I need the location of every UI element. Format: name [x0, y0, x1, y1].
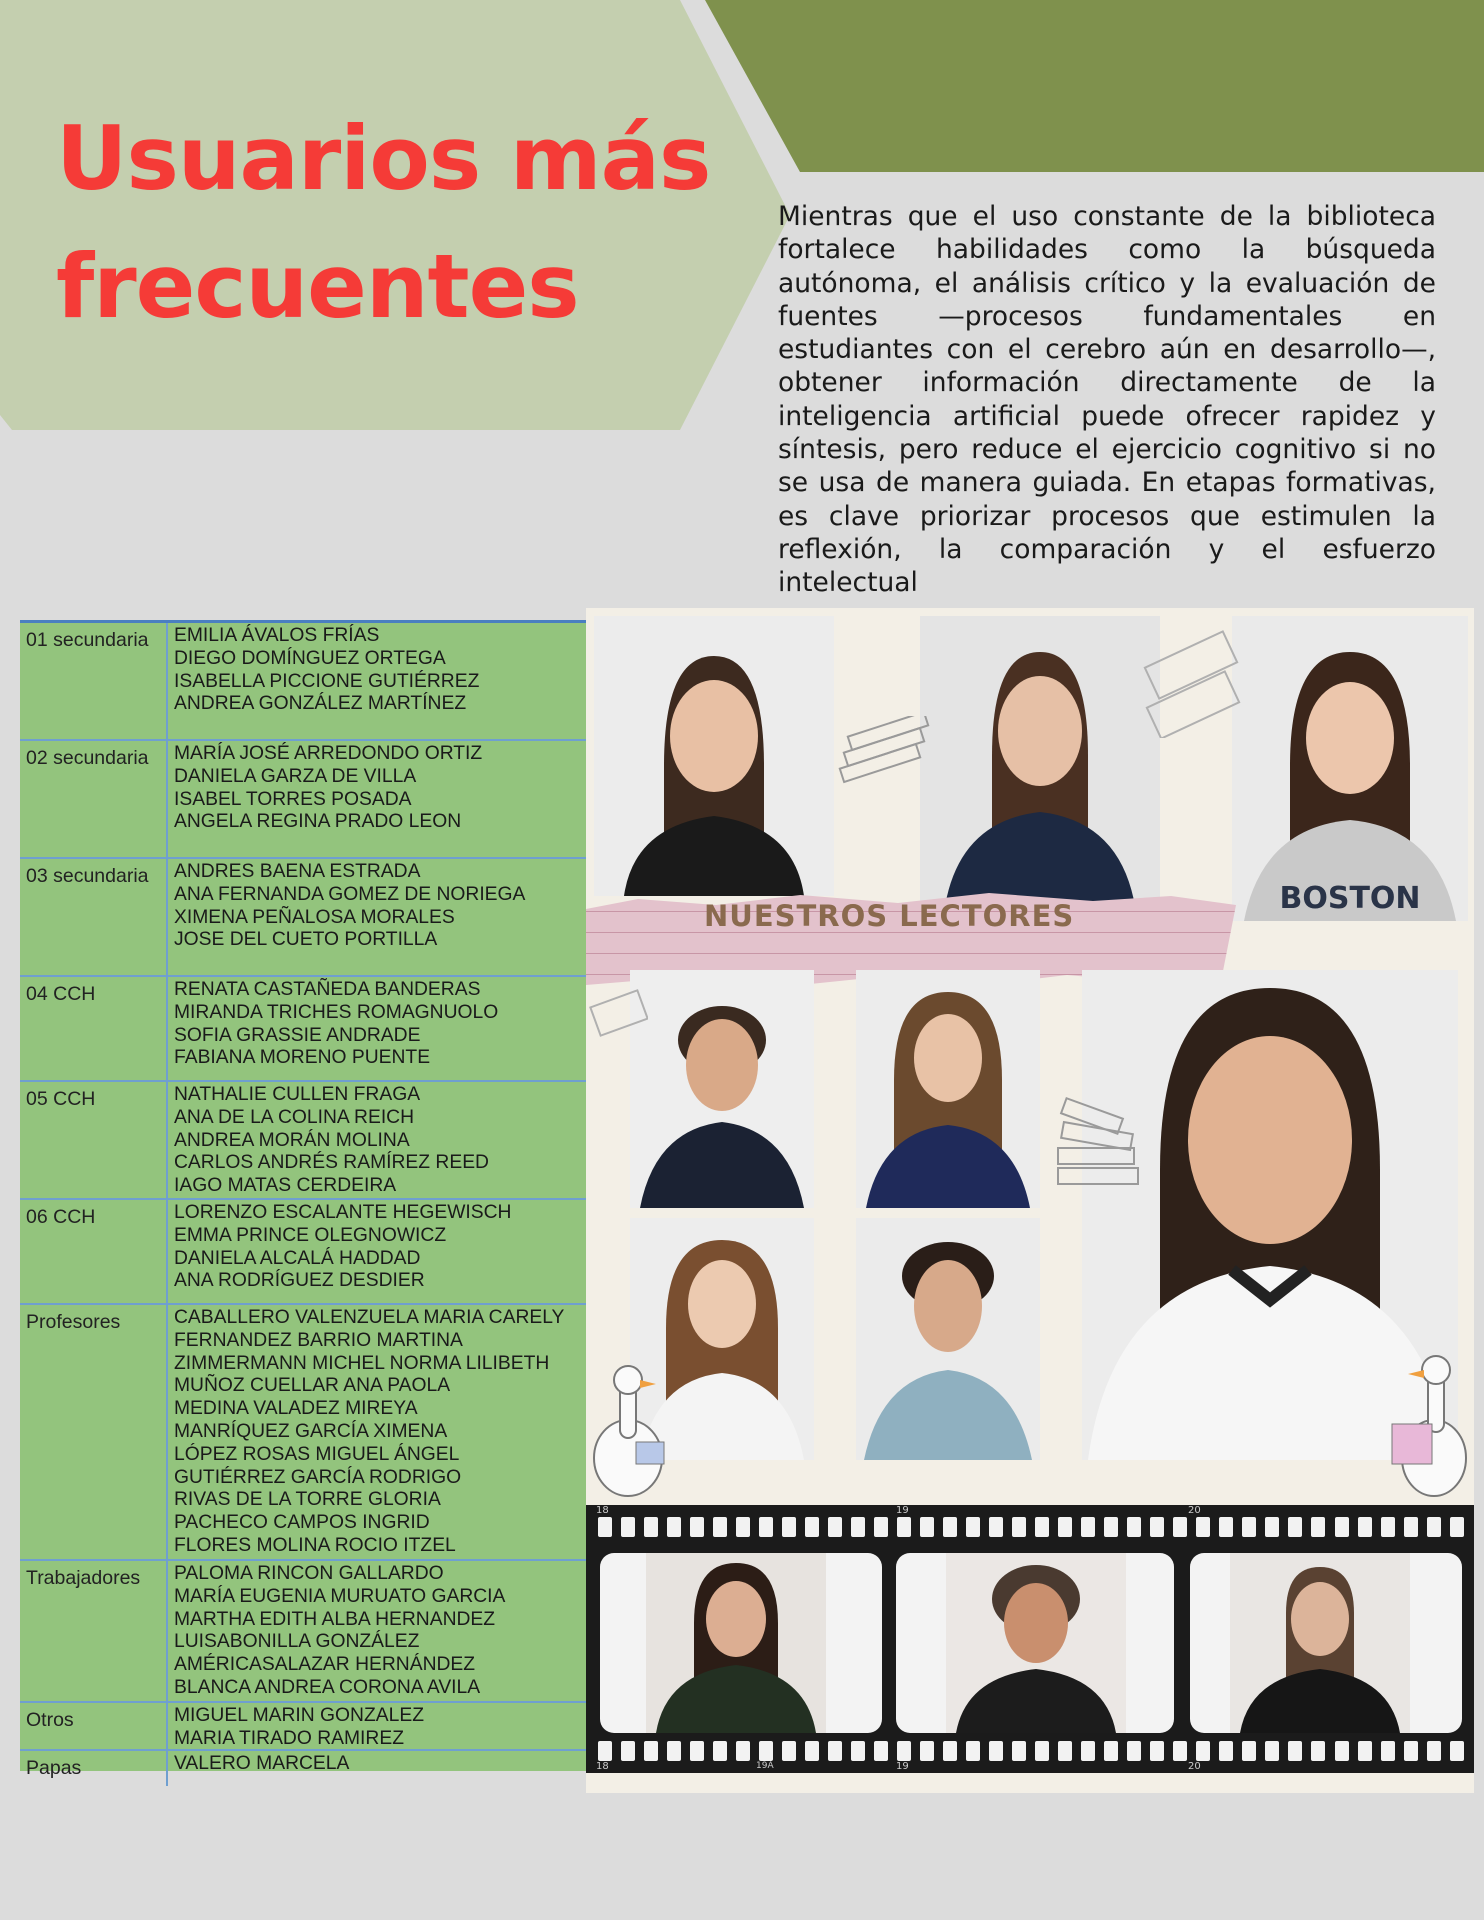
table-category: Otros [26, 1709, 74, 1731]
table-category: 02 secundaria [26, 747, 149, 769]
column-divider [166, 1082, 168, 1198]
member-name: AMÉRICASALAZAR HERNÁNDEZ [174, 1654, 476, 1676]
goose-icon [1382, 1348, 1472, 1508]
intro-paragraph: Mientras que el uso constante de la biblioteca fortalece habilidades como la búsqueda autónoma, el análisis crítico y la evaluación de fuentes —procesos fundamentales en estudiantes con el cerebro aún en desarrollo—, obtener información directamente de la inteligencia artificial puede ofrecer rapidez y síntesis, pero reduce el ejercicio cognitivo si no se usa de manera guiada. En etapas formativas, es clave priorizar procesos que estimulen la reflexión, la comparación y el esfuerzo intelectual [778, 201, 1436, 599]
member-name: MEDINA VALADEZ MIREYA [174, 1398, 418, 1420]
table-category: 03 secundaria [26, 865, 149, 887]
film-perforations [598, 1741, 1464, 1761]
member-name: MIGUEL MARIN GONZALEZ [174, 1705, 424, 1726]
member-name: ANA RODRÍGUEZ DESDIER [174, 1270, 425, 1292]
table-category: 04 CCH [26, 983, 96, 1005]
film-doodle-icon [1136, 628, 1246, 738]
books-doodle-icon [1042, 1088, 1162, 1208]
table-names [174, 1307, 564, 1558]
table-category: 06 CCH [26, 1206, 96, 1228]
member-name: MARÍA EUGENIA MURUATO GARCIA [174, 1585, 506, 1607]
portrait-icon [646, 1553, 826, 1733]
title-line-2: frecuentes [56, 235, 579, 338]
member-name: ANDRES BAENA ESTRADA [174, 861, 421, 882]
readers-collage [586, 608, 1474, 1793]
film-frame [896, 1553, 1174, 1733]
member-name: PACHECO CAMPOS INGRID [174, 1512, 430, 1534]
portrait-icon [1232, 616, 1468, 921]
member-name: RENATA CASTAÑEDA BANDERAS [174, 979, 481, 1000]
member-name: MANRÍQUEZ GARCÍA XIMENA [174, 1420, 448, 1442]
portrait-icon [856, 1218, 1040, 1460]
column-divider [166, 1751, 168, 1786]
column-divider [166, 859, 168, 975]
table-names [174, 743, 482, 834]
member-name: MARIA TIRADO RAMIREZ [174, 1727, 404, 1749]
column-divider [166, 741, 168, 857]
table-row [20, 741, 586, 859]
table-row [20, 623, 586, 741]
column-divider [166, 1561, 168, 1701]
member-name: LÓPEZ ROSAS MIGUEL ÁNGEL [174, 1443, 460, 1465]
table-names [174, 1705, 424, 1751]
column-divider [166, 623, 168, 739]
table-row [20, 1200, 586, 1305]
student-photo [856, 1218, 1040, 1460]
table-row [20, 1305, 586, 1561]
portrait-icon [594, 616, 834, 896]
table-names [174, 625, 479, 716]
table-names [174, 1202, 511, 1293]
film-strip [586, 1505, 1474, 1773]
member-name: MUÑOZ CUELLAR ANA PAOLA [174, 1375, 451, 1397]
member-name: FERNANDEZ BARRIO MARTINA [174, 1329, 463, 1351]
member-name: EMILIA ÁVALOS FRÍAS [174, 625, 380, 646]
frame-number: 20 [1188, 1761, 1201, 1772]
film-frame [1190, 1553, 1462, 1733]
table-names [174, 861, 525, 952]
member-name: DANIELA ALCALÁ HADDAD [174, 1247, 421, 1269]
title-line-1: Usuarios más [56, 107, 711, 210]
film-frame [600, 1553, 882, 1733]
frame-number: 18 [596, 1761, 609, 1772]
member-name: MARTHA EDITH ALBA HERNANDEZ [174, 1608, 496, 1630]
member-name: LORENZO ESCALANTE HEGEWISCH [174, 1202, 512, 1223]
table-row [20, 1703, 586, 1751]
frame-number: 20 [1188, 1505, 1201, 1516]
portrait-icon [920, 616, 1160, 906]
member-name: FABIANA MORENO PUENTE [174, 1047, 431, 1069]
member-name: CABALLERO VALENZUELA MARIA CARELY [174, 1307, 565, 1328]
table-names [174, 1563, 505, 1700]
member-name: CARLOS ANDRÉS RAMÍREZ REED [174, 1152, 489, 1174]
table-row [20, 1751, 586, 1786]
frame-number: 19 [896, 1761, 909, 1772]
column-divider [166, 1200, 168, 1303]
svg-text:BOSTON: BOSTON [1279, 881, 1421, 916]
member-name: PALOMA RINCON GALLARDO [174, 1563, 444, 1584]
table-row [20, 859, 586, 977]
portrait-icon [946, 1553, 1126, 1733]
member-name: ANDREA GONZÁLEZ MARTÍNEZ [174, 693, 467, 715]
member-name: GUTIÉRREZ GARCÍA RODRIGO [174, 1466, 462, 1488]
member-name: ISABEL TORRES POSADA [174, 788, 412, 810]
member-name: BLANCA ANDREA CORONA AVILA [174, 1676, 481, 1698]
page-title [56, 95, 710, 351]
frame-code: 19A [756, 1761, 774, 1771]
frame-number: 18 [596, 1505, 609, 1516]
table-category: Trabajadores [26, 1567, 141, 1589]
member-name: DANIELA GARZA DE VILLA [174, 765, 417, 787]
student-photo [594, 616, 834, 896]
member-name: RIVAS DE LA TORRE GLORIA [174, 1489, 441, 1511]
portrait-icon [1230, 1553, 1410, 1733]
banner-title: NUESTROS LECTORES [704, 899, 1075, 933]
portrait-icon [630, 970, 814, 1208]
member-name: JOSE DEL CUETO PORTILLA [174, 929, 438, 951]
member-name: ANA FERNANDA GOMEZ DE NORIEGA [174, 883, 526, 905]
member-name: LUISABONILLA GONZÁLEZ [174, 1631, 420, 1653]
member-name: SOFIA GRASSIE ANDRADE [174, 1024, 421, 1046]
student-photo [856, 970, 1040, 1208]
table-category: 01 secundaria [26, 629, 149, 651]
member-name: NATHALIE CULLEN FRAGA [174, 1084, 421, 1105]
table-category: 05 CCH [26, 1088, 96, 1110]
member-name: EMMA PRINCE OLEGNOWICZ [174, 1224, 447, 1246]
member-name: VALERO MARCELA [174, 1753, 350, 1774]
student-photo [1232, 616, 1468, 921]
member-name: DIEGO DOMÍNGUEZ ORTEGA [174, 647, 446, 669]
member-name: ISABELLA PICCIONE GUTIÉRREZ [174, 670, 480, 692]
student-photo [630, 970, 814, 1208]
accent-band [705, 0, 1484, 172]
member-name: XIMENA PEÑALOSA MORALES [174, 906, 455, 928]
member-name: FLORES MOLINA ROCIO ITZEL [174, 1534, 456, 1556]
member-name: ANDREA MORÁN MOLINA [174, 1129, 410, 1151]
student-photo [920, 616, 1160, 906]
member-name: MARÍA JOSÉ ARREDONDO ORTIZ [174, 743, 483, 764]
member-name: ANGELA REGINA PRADO LEON [174, 811, 462, 833]
books-doodle-icon [830, 716, 940, 796]
table-names [174, 1753, 349, 1776]
column-divider [166, 977, 168, 1080]
film-doodle-icon [588, 978, 648, 1068]
table-row [20, 1561, 586, 1703]
member-name: ANA DE LA COLINA REICH [174, 1106, 415, 1128]
column-divider [166, 1305, 168, 1559]
member-name: MIRANDA TRICHES ROMAGNUOLO [174, 1001, 499, 1023]
column-divider [166, 1703, 168, 1749]
goose-icon [586, 1358, 676, 1508]
table-category: Profesores [26, 1311, 121, 1333]
film-perforations [598, 1517, 1464, 1537]
table-category: Papas [26, 1757, 82, 1779]
member-name: IAGO MATAS CERDEIRA [174, 1175, 397, 1197]
portrait-icon [856, 970, 1040, 1208]
member-name: ZIMMERMANN MICHEL NORMA LILIBETH [174, 1352, 550, 1374]
table-names [174, 979, 498, 1070]
table-names [174, 1084, 489, 1198]
frame-number: 19 [896, 1505, 909, 1516]
table-row [20, 977, 586, 1082]
users-table [20, 620, 586, 1779]
table-row [20, 1082, 586, 1200]
